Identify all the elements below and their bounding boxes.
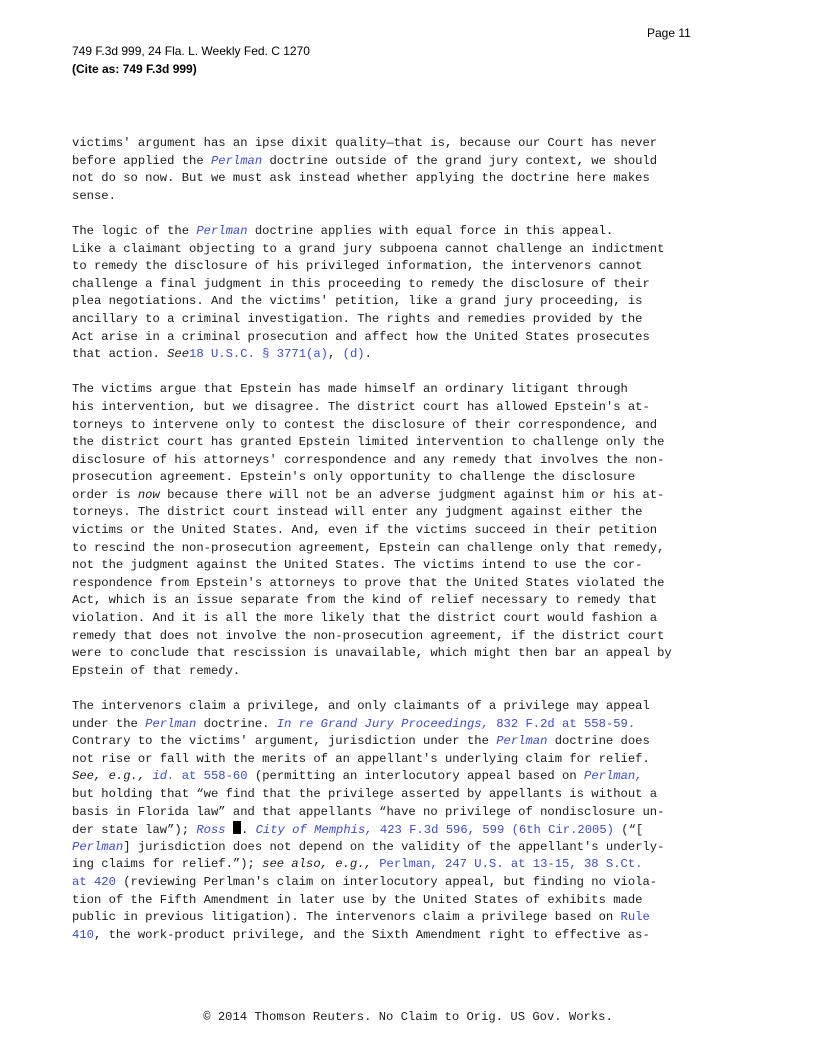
text-line: violation. And it is all the more likely that the district court would fashion a: [72, 611, 658, 626]
perlman-link[interactable]: Perlman: [72, 839, 124, 854]
text-run: order is: [72, 487, 138, 502]
text-line: ancillary to a criminal investigation. The rights and remedies provided by the: [72, 311, 643, 326]
text-line: Like a claimant objecting to a grand jury subpoena cannot challenge an indictment: [72, 241, 665, 256]
text-line: [72, 487, 752, 505]
text-line: [72, 839, 752, 857]
paragraph-2: [72, 223, 752, 364]
text-line: [72, 821, 752, 839]
text-line: [72, 716, 752, 734]
page-number: Page 11: [647, 26, 691, 40]
text-line: [72, 874, 752, 892]
text-line: but holding that “we find that the privilege asserted by appellants is without a: [72, 786, 658, 801]
text-line: the district court has granted Epstein limited intervention to challenge only the: [72, 435, 665, 450]
text-line: were to conclude that rescission is unavailable, which might then bar an appeal by: [72, 646, 672, 661]
text-run: ,: [328, 347, 343, 362]
text-line: to rescind the non-prosecution agreement, Epstein can challenge only that remedy,: [72, 540, 665, 555]
case-cite: 423 F.3d 596, 599 (6th Cir.2005): [372, 823, 614, 838]
copyright-footer: © 2014 Thomson Reuters. No Claim to Orig. US Gov. Works.: [203, 1010, 613, 1024]
sct-pin-cite-link[interactable]: at 420: [72, 874, 116, 889]
paragraph-1: [72, 135, 752, 205]
opinion-body: [72, 135, 752, 962]
text-line: [72, 733, 752, 751]
statute-link-3771d[interactable]: (d): [342, 347, 365, 362]
signal-see-eg: See, e.g.,: [72, 769, 146, 784]
grand-jury-proceedings-link[interactable]: [277, 717, 635, 731]
citation-header: 749 F.3d 999, 24 Fla. L. Weekly Fed. C 1270: [72, 44, 310, 58]
text-line: remedy that does not involve the non-prosecution agreement, if the district court: [72, 628, 665, 643]
case-cite: at 558-60: [174, 769, 248, 784]
case-cite: 832 F.2d at 558-59.: [488, 716, 636, 731]
text-run: (reviewing Perlman's claim on interlocutory appeal, but finding no viola-: [115, 874, 658, 889]
text-run: (“[: [613, 823, 644, 838]
perlman-link[interactable]: Perlman: [210, 153, 263, 168]
text-line: The victims argue that Epstein has made himself an ordinary litigant through: [72, 382, 628, 397]
text-run: doctrine outside of the grand jury context, we should: [262, 153, 658, 168]
text-run: doctrine.: [196, 716, 277, 731]
paragraph-4: [72, 698, 752, 944]
text-run: ing claims for relief.”);: [72, 857, 263, 872]
case-name: City of Memphis,: [255, 823, 373, 838]
text-run: ] jurisdiction does not depend on the validity of the appellant's underly-: [123, 839, 665, 854]
text-line: [72, 768, 752, 786]
perlman-link[interactable]: Perlman: [196, 223, 248, 238]
text-run: (permitting an interlocutory appeal based on: [247, 769, 584, 784]
text-run: doctrine does: [547, 734, 650, 749]
text-line: victims or the United States. And, even if the victims succeed in their petition: [72, 523, 658, 538]
signal-see: See: [167, 347, 190, 362]
emphasis: now: [137, 487, 160, 502]
perlman-link[interactable]: Perlman: [145, 716, 197, 731]
text-run: before applied the: [72, 153, 211, 168]
rule-410-link-cont[interactable]: 410: [72, 927, 94, 942]
text-line: his intervention, but we disagree. The district court has allowed Epstein's at-: [72, 399, 650, 414]
text-run: .: [240, 823, 256, 838]
signal-see-also: see also, e.g.,: [262, 857, 372, 872]
text-line: Act, which is an issue separate from the kind of relief necessary to remedy that: [72, 593, 658, 608]
perlman-link[interactable]: Perlman: [496, 734, 548, 749]
text-line: respondence from Epstein's attorneys to prove that the United States violated the: [72, 575, 665, 590]
text-line: [72, 927, 752, 945]
perlman-link[interactable]: Perlman,: [584, 769, 643, 784]
text-line: Act arise in a criminal prosecution and affect how the United States prosecutes: [72, 329, 650, 344]
text-run: .: [364, 347, 372, 362]
text-line: [72, 153, 752, 171]
text-line: tion of the Fifth Amendment in later use by the United States of exhibits made: [72, 892, 643, 907]
text-line: [72, 346, 752, 364]
text-run: under the: [72, 716, 146, 731]
redaction-block: [233, 821, 241, 834]
perlman-us-cite-link[interactable]: Perlman, 247 U.S. at 13-15, 38 S.Ct.: [379, 857, 643, 872]
city-of-memphis-link[interactable]: [256, 823, 614, 837]
text-line: basis in Florida law” and that appellants “have no privilege of nondisclosure un-: [72, 804, 665, 819]
text-line: plea negotiations. And the victims' petition, like a grand jury proceeding, is: [72, 294, 643, 309]
text-line: [72, 223, 752, 241]
text-run: public in previous litigation). The intervenors claim a privilege based on: [72, 910, 621, 925]
text-line: prosecution agreement. Epstein's only opportunity to challenge the disclosure: [72, 470, 636, 485]
id-link[interactable]: [152, 769, 247, 783]
text-run: , the work-product privilege, and the Sixth Amendment right to effective as-: [93, 927, 650, 942]
text-line: sense.: [72, 188, 116, 203]
text-run: because there will not be an adverse judgment against him or his at-: [159, 487, 665, 502]
text-run: The logic of the: [72, 223, 197, 238]
rule-410-link[interactable]: Rule: [620, 910, 650, 925]
text-line: not do so now. But we must ask instead whether applying the doctrine here makes: [72, 171, 650, 186]
text-line: challenge a final judgment in this proceeding to remedy the disclosure of their: [72, 276, 650, 291]
text-line: to remedy the disclosure of his privileged information, the intervenors cannot: [72, 259, 643, 274]
text-run: [226, 823, 233, 837]
case-name: id.: [152, 769, 175, 784]
text-line: torneys. The district court instead will enter any judgment against either the: [72, 505, 643, 520]
text-run: Contrary to the victims' argument, jurisdiction under the: [72, 734, 497, 749]
text-line: not the judgment against the United States. The victims intend to use the cor-: [72, 558, 643, 573]
text-run: der state law”);: [72, 823, 197, 838]
text-line: torneys to intervene only to contest the disclosure of their correspondence, and: [72, 417, 658, 432]
text-line: Epstein of that remedy.: [72, 663, 241, 678]
text-line: victims' argument has an ipse dixit quality—that is, because our Court has never: [72, 136, 658, 150]
text-line: not rise or fall with the merits of an appellant's underlying claim for relief.: [72, 751, 650, 766]
text-run: doctrine applies with equal force in this appeal.: [247, 223, 614, 238]
text-line: [72, 856, 752, 874]
text-run: that action.: [72, 347, 168, 362]
cite-as-header: (Cite as: 749 F.3d 999): [72, 62, 197, 76]
text-line: [72, 909, 752, 927]
case-name: In re Grand Jury Proceedings,: [276, 716, 489, 731]
text-line: disclosure of his attorneys' correspondence and any remedy that involves the non-: [72, 452, 665, 467]
paragraph-3: [72, 381, 752, 680]
statute-link-3771a[interactable]: 18 U.S.C. § 3771(a): [189, 347, 328, 362]
ross-link[interactable]: Ross: [196, 823, 226, 838]
text-line: The intervenors claim a privilege, and only claimants of a privilege may appeal: [72, 699, 650, 713]
